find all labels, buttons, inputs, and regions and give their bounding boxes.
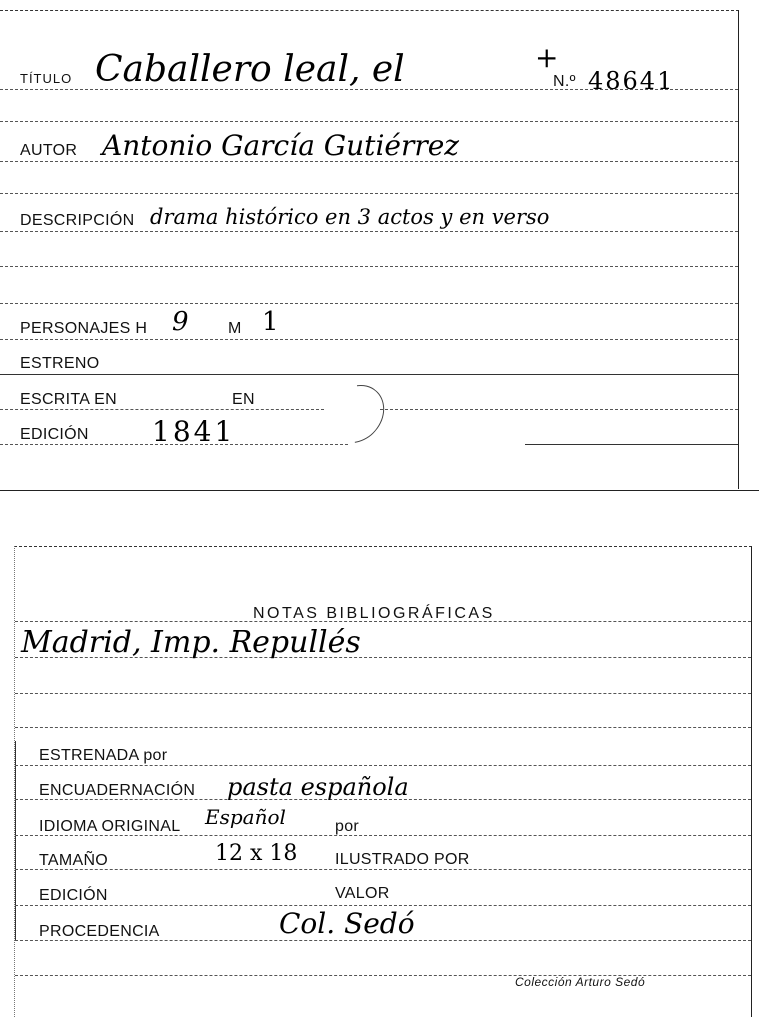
personajes-label: PERSONAJES H	[20, 320, 148, 337]
notas-value: Madrid, Imp. Repullés	[21, 625, 361, 660]
estrenada-label: ESTRENADA por	[39, 747, 168, 764]
ruled-line	[0, 231, 738, 232]
titulo-value: Caballero leal, el	[95, 49, 405, 90]
notas-heading: NOTAS BIBLIOGRÁFICAS	[253, 605, 495, 622]
ruled-line	[0, 193, 738, 194]
ilustrado-label: ILUSTRADO POR	[335, 851, 470, 868]
catalog-card-bottom	[14, 546, 752, 1017]
ruled-line	[15, 905, 751, 906]
escrita-label: ESCRITA EN	[20, 391, 117, 408]
personajes-h-value: 9	[172, 307, 189, 337]
ruled-line	[525, 444, 738, 445]
autor-label: AUTOR	[20, 142, 78, 159]
card-separator	[0, 490, 759, 491]
cross-mark: +	[535, 41, 559, 74]
estreno-label: ESTRENO	[20, 355, 100, 372]
por-label: por	[335, 818, 360, 835]
ruled-line	[0, 374, 738, 375]
margin-rule	[15, 741, 17, 941]
edicion-value: 1841	[152, 415, 236, 448]
personajes-m-value: 1	[262, 307, 279, 337]
catalog-card-top	[0, 10, 739, 489]
en-label: EN	[232, 391, 255, 408]
numero-value: 48641	[588, 67, 675, 95]
ruled-line	[0, 303, 738, 304]
ruled-line	[0, 121, 738, 122]
encuadernacion-value: pasta española	[227, 773, 409, 801]
idioma-value: Español	[205, 805, 286, 829]
ruled-line	[0, 339, 738, 340]
numero-label: N.º	[553, 73, 576, 90]
autor-value: Antonio García Gutiérrez	[102, 129, 460, 162]
personajes-m-label: M	[228, 320, 242, 337]
descripcion-label: DESCRIPCIÓN	[20, 212, 135, 229]
edicion-label: EDICIÓN	[39, 887, 108, 904]
valor-label: VALOR	[335, 885, 390, 902]
ink-blot-mark	[316, 374, 396, 455]
ruled-line	[15, 869, 751, 870]
titulo-label: TÍTULO	[20, 71, 73, 86]
tamano-value: 12 x 18	[215, 841, 298, 866]
tamano-label: TAMAÑO	[39, 852, 109, 869]
procedencia-value: Col. Sedó	[279, 907, 415, 940]
procedencia-label: PROCEDENCIA	[39, 923, 160, 940]
ruled-line	[15, 727, 751, 728]
edicion-label: EDICIÓN	[20, 426, 89, 443]
ruled-line	[15, 765, 751, 766]
coleccion-stamp: Colección Arturo Sedó	[515, 975, 646, 989]
idioma-label: IDIOMA ORIGINAL	[39, 818, 181, 835]
ruled-line	[380, 409, 738, 410]
ruled-line	[0, 266, 738, 267]
ruled-line	[0, 409, 324, 410]
encuadernacion-label: ENCUADERNACIÓN	[39, 782, 196, 799]
descripcion-value: drama histórico en 3 actos y en verso	[150, 205, 550, 229]
ruled-line	[15, 693, 751, 694]
